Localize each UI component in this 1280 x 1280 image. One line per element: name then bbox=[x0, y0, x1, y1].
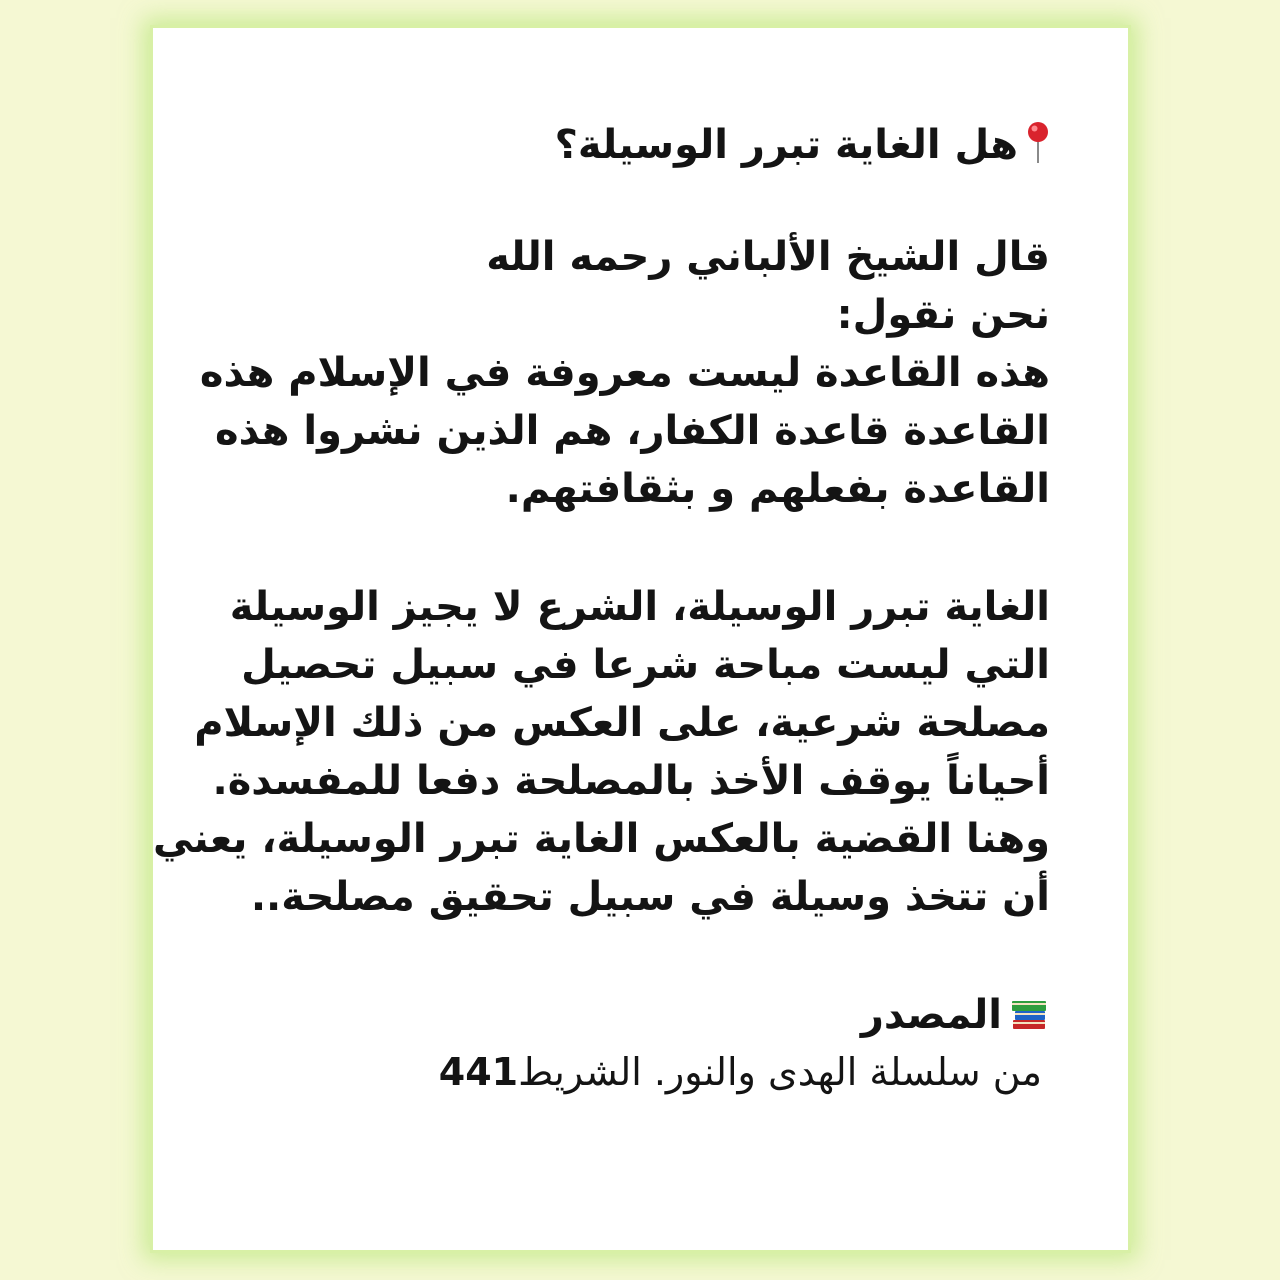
title-row bbox=[220, 116, 1050, 174]
speaker-line: قال الشيخ الألباني رحمه الله bbox=[486, 234, 1050, 280]
lead-line: نحن نقول: bbox=[836, 292, 1050, 338]
books-icon bbox=[1010, 993, 1050, 1037]
paragraph-2-line: مصلحة شرعية، على العكس من ذلك الإسلام bbox=[194, 700, 1050, 746]
source-reference bbox=[220, 1044, 1042, 1100]
page-title: هل الغاية تبرر الوسيلة؟ bbox=[554, 122, 1018, 168]
round-pushpin-icon bbox=[1026, 121, 1050, 169]
document-content bbox=[153, 116, 1050, 1100]
source-label: المصدر bbox=[860, 992, 1002, 1038]
paragraph-1-line: القاعدة بفعلهم و بثقافتهم. bbox=[505, 466, 1050, 512]
paragraph-1-line: القاعدة قاعدة الكفار، هم الذين نشروا هذه bbox=[215, 408, 1050, 454]
paragraph-2-line: التي ليست مباحة شرعا في سبيل تحصيل bbox=[241, 642, 1050, 688]
source-heading bbox=[220, 986, 1050, 1044]
document-card bbox=[153, 28, 1128, 1250]
tape-number: 441 bbox=[438, 1050, 519, 1094]
paragraph-1-line: هذه القاعدة ليست معروفة في الإسلام هذه bbox=[199, 350, 1050, 396]
paragraph-2-line: أحياناً يوقف الأخذ بالمصلحة دفعا للمفسدة. bbox=[212, 758, 1050, 804]
paragraph-2-line: أن تتخذ وسيلة في سبيل تحقيق مصلحة.. bbox=[250, 874, 1050, 920]
paragraph-2-line: الغاية تبرر الوسيلة، الشرع لا يجيز الوسيلة bbox=[229, 584, 1050, 630]
source-text: من سلسلة الهدى والنور. الشريط bbox=[518, 1050, 1042, 1094]
paragraph-2-line: وهنا القضية بالعكس الغاية تبرر الوسيلة، يعني bbox=[153, 816, 1050, 862]
